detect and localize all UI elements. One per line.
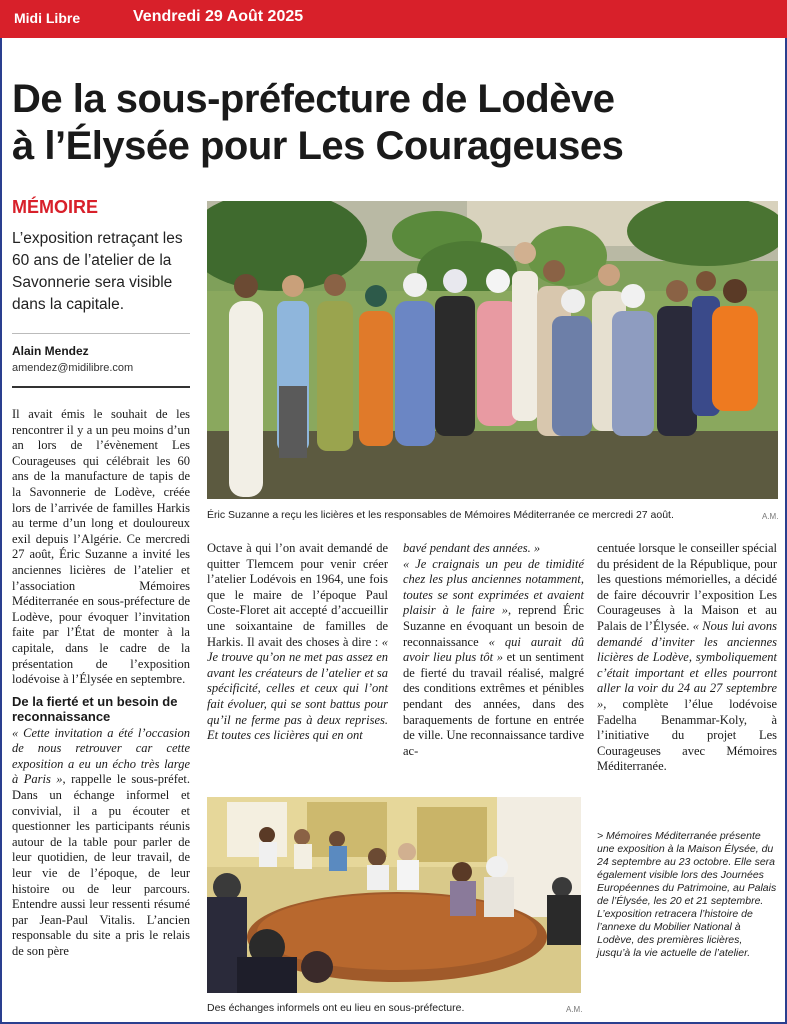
body-text: Octave à qui l’on avait demandé de quitter Tlemcem pour venir créer l’atelier Lodévois en 1964, une fois que le maire de l’époque Paul Coste-Floret ait accepté d’accueillir une soixantaine de familles de Harkis. Il avait des choses à dire : <box>207 541 388 649</box>
meeting-photo <box>207 797 581 993</box>
article-headline <box>12 76 782 170</box>
headline-line-1: De la sous-préfecture de Lodève <box>12 77 615 121</box>
article-column-1 <box>12 407 190 960</box>
photo-credit: A.M. <box>762 512 779 521</box>
article-column-2 <box>207 541 388 744</box>
article-column-4 <box>597 541 777 775</box>
section-subheading: De la fierté et un besoin de reconnaissance <box>12 693 178 724</box>
newspaper-brand: Midi Libre <box>14 10 81 26</box>
page-header-bar <box>0 0 787 38</box>
divider <box>12 333 190 334</box>
divider-strong <box>12 386 190 388</box>
quote-text: « Je trouve qu’on ne met pas assez en avant les créateurs de l’atelier et sa spécificité, celles et ceux qui l’ont fait évoluer, qui se sont battus pour qu’il ne ferme pas à deux reprises. Et toutes ces licières qui en ont <box>207 634 388 743</box>
quote-text: « Je craignais un peu de timidité chez les plus anciennes notamment, toutes se sont exprimées et avaient plaisir à le faire » <box>403 556 584 618</box>
photo-credit: A.M. <box>566 1005 583 1014</box>
photo-caption: Des échanges informels ont eu lieu en sous-préfecture. <box>207 1002 465 1014</box>
body-text: , reprend Éric Suzanne en évoquant un besoin de reconnaissance <box>403 603 584 649</box>
group-photo <box>207 201 778 499</box>
body-paragraph <box>597 541 777 775</box>
section-kicker: MÉMOIRE <box>12 197 99 217</box>
body-paragraph: Il avait émis le souhait de les rencontrer il y a un peu moins d’un an lors de l’évènement Les Courageuses qui célébrait les 60 ans de la manufacture de tapis de la Savonnerie de Lodève, créée lors de l’arrivée de familles Harkis au terme d’un long et douloureux exil depuis l’Algérie. Ce mercredi 27 août, Éric Suzanne a invité les anciennes licières de l’atelier et l’association Mémoires Méditerranée en sous-préfecture de Lodève, pour évoquer l’invitation faite par l’État de monter à la capitale, dans le cadre de la présentation de l’exposition lodévoise à l’Élysée en septembre. <box>12 407 190 687</box>
issue-date: Vendredi 29 Août 2025 <box>133 8 304 25</box>
body-text: , complète l’élue lodévoise Fadelha Benammar-Koly, à l’initiative du projet Les Courageuses avec Mémoires Méditerranée. <box>597 696 777 774</box>
group-photo-illustration <box>207 201 778 499</box>
body-text: et un sentiment de fierté du travail réalisé, malgré des conditions extrêmes et pénibles pendant des années, dans des baraquements de fortune en entrée de ville. Une reconnaissance tardive ac- <box>403 650 585 758</box>
photo-caption: Éric Suzanne a reçu les licières et les responsables de Mémoires Méditerranée ce mercredi 27 août. <box>207 509 674 521</box>
body-paragraph <box>207 541 388 744</box>
info-box-paragraph: L’exposition retracera l’histoire de l’annexe du Mobilier National à Lodève, des premières licières, jusqu’à la vie actuelle de l’atelier. <box>597 908 753 959</box>
body-paragraph <box>403 541 584 557</box>
body-text: , rappelle le sous-préfet. Dans un échange informel et convivial, il a pu écouter et questionner les participants réunis autour de la table pour parler de leur quotidien, de leur travail, de leur vie de l’époque, de leur histoire ou de leur parcours. Entendre aussi leur ressenti résumé par Jean-Paul Vitalis. L’ancien responsable du site a pris le relais de son père <box>12 772 190 958</box>
info-box <box>597 830 777 960</box>
quote-text: bavé pendant des années. » <box>403 541 541 555</box>
info-box-paragraph: > Mémoires Méditerranée présente une exposition à la Maison Élysée, du 24 septembre au 23 octobre. Elle sera également visible lors des Journées Européennes du Patrimoine, au Palais de l’Élysée, les 20 et 21 septembre. <box>597 830 777 907</box>
author-name: Alain Mendez <box>12 344 89 358</box>
article-standfirst: L’exposition retraçant les 60 ans de l’atelier de la Savonnerie sera visible dans la capitale. <box>12 230 183 313</box>
body-paragraph <box>12 726 190 960</box>
body-text: centuée lorsque le conseiller spécial du président de la République, pour les questions mémorielles, a décidé de faire découvrir l’exposition Les Courageuses à la Maison et au Palais de l’Élysée. <box>597 541 777 633</box>
meeting-photo-illustration <box>207 797 581 993</box>
quote-text: « Nous lui avons demandé d’inviter les anciennes licières de Lodève, symboliquement c’était important et elles pourront aller la voir du 24 au 27 septembre » <box>597 618 777 711</box>
author-email: amendez@midilibre.com <box>12 362 134 374</box>
article-column-3 <box>403 541 584 759</box>
headline-line-2: à l’Élysée pour Les Courageuses <box>12 124 624 168</box>
body-paragraph <box>403 557 584 760</box>
quote-text: « qui aurait dû avoir lieu plus tôt » <box>403 634 584 665</box>
quote-text: « Cette invitation a été l’occasion de nous retrouver car cette exposition a eu un écho très large à Paris » <box>12 725 190 787</box>
